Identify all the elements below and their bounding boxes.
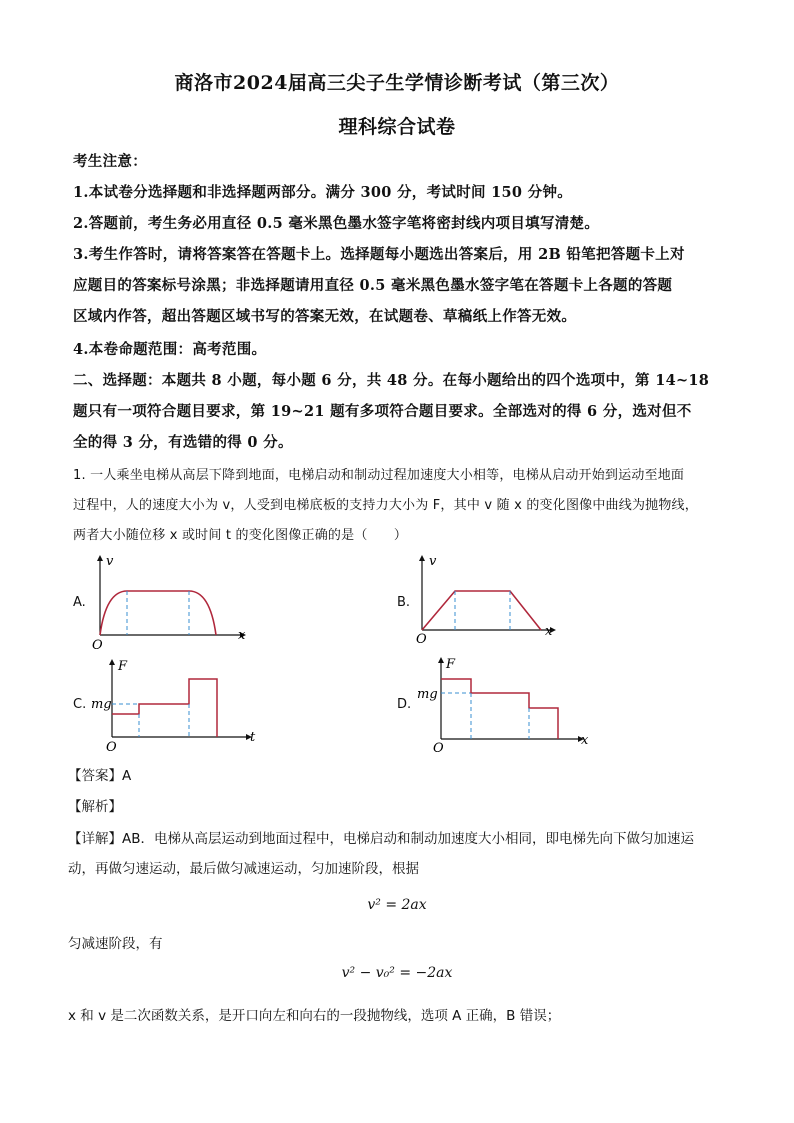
equation-2: v² − v₀² = −2ax	[341, 965, 453, 981]
detail-line-2: 动，再做匀速运动，最后做匀减速运动，匀加速阶段，根据	[68, 861, 419, 877]
notice-line-3c: 区域内作答，超出答题区域书写的答案无效，在试题卷、草稿纸上作答无效。	[73, 308, 577, 325]
axis-label-x: x	[581, 733, 589, 748]
option-d-label: D.	[397, 697, 412, 712]
option-a-graph	[88, 553, 258, 651]
y-axis-arrow	[419, 555, 425, 561]
notice-line-3b: 应题目的答案标号涂黑；非选择题请用直径 0.5 毫米黑色墨水签字笔在答题卡上各题的答题	[73, 277, 673, 294]
axis-label-x: x	[238, 628, 246, 643]
section-line-1: 二、选择题：本题共 8 小题，每小题 6 分，共 48 分。在每小题给出的四个选项中，第 14~18	[73, 372, 710, 389]
axis-label-F: F	[118, 659, 128, 674]
option-b-graph	[412, 553, 582, 651]
exam-title: 商洛市2024届高三尖子生学情诊断考试（第三次）	[174, 72, 620, 94]
notice-line-3a: 3.考生作答时，请将答案答在答题卡上。选择题每小题选出答案后，用 2B 铅笔把答题卡上对	[73, 246, 685, 263]
exam-subtitle: 理科综合试卷	[338, 116, 456, 138]
notice-heading: 考生注意：	[73, 153, 147, 170]
axis-label-F: F	[446, 657, 456, 672]
y-axis-arrow	[438, 657, 444, 663]
origin-label: O	[92, 638, 103, 651]
mg-label: mg	[417, 687, 438, 702]
notice-line-1: 1.本试卷分选择题和非选择题两部分。满分 300 分，考试时间 150 分钟。	[73, 184, 573, 201]
origin-label: O	[416, 632, 427, 647]
origin-label: O	[433, 741, 444, 755]
velocity-curve	[100, 591, 216, 635]
axis-label-v: v	[106, 554, 114, 569]
question-line-1: 1. 一人乘坐电梯从高层下降到地面，电梯启动和制动过程加速度大小相等，电梯从启动开始到运动至地面	[73, 468, 685, 483]
axis-label-v: v	[429, 554, 437, 569]
force-curve	[441, 679, 558, 739]
detail-line-1: 【详解】AB．电梯从高层运动到地面过程中，电梯启动和制动加速度大小相同，即电梯先向下做匀加速运	[68, 831, 694, 847]
y-axis-arrow	[109, 659, 115, 665]
option-d-graph	[412, 653, 597, 755]
option-c-graph	[88, 655, 268, 755]
y-axis-arrow	[97, 555, 103, 561]
equation-1: v² = 2ax	[367, 897, 427, 913]
detail-line-4: x 和 v 是二次函数关系，是开口向左和向右的一段抛物线，选项 A 正确，B 错误；	[68, 1008, 561, 1024]
option-b-label: B.	[397, 595, 411, 610]
answer-label: 【答案】A	[68, 768, 132, 784]
question-line-3: 两者大小随位移 x 或时间 t 的变化图像正确的是（ ）	[73, 528, 408, 543]
force-curve	[112, 679, 217, 737]
analysis-label: 【解析】	[68, 799, 122, 815]
velocity-curve	[422, 591, 541, 630]
detail-line-3: 匀减速阶段，有	[68, 936, 163, 952]
option-c-label: C.	[73, 697, 87, 712]
section-line-3: 全的得 3 分，有选错的得 0 分。	[73, 434, 293, 451]
axis-label-x: x	[545, 624, 553, 639]
mg-label: mg	[91, 697, 112, 712]
axis-label-t: t	[250, 730, 256, 745]
section-line-2: 题只有一项符合题目要求，第 19~21 题有多项符合题目要求。全部选对的得 6 分，选对但不	[73, 403, 692, 420]
origin-label: O	[106, 740, 117, 755]
notice-line-2: 2.答题前，考生务必用直径 0.5 毫米黑色墨水签字笔将密封线内项目填写清楚。	[73, 215, 600, 232]
question-line-2: 过程中，人的速度大小为 v，人受到电梯底板的支持力大小为 F，其中 v 随 x 的变化图像中曲线为抛物线，	[73, 498, 698, 513]
option-a-label: A.	[73, 595, 86, 610]
notice-line-4: 4.本卷命题范围：高考范围。	[73, 341, 267, 358]
